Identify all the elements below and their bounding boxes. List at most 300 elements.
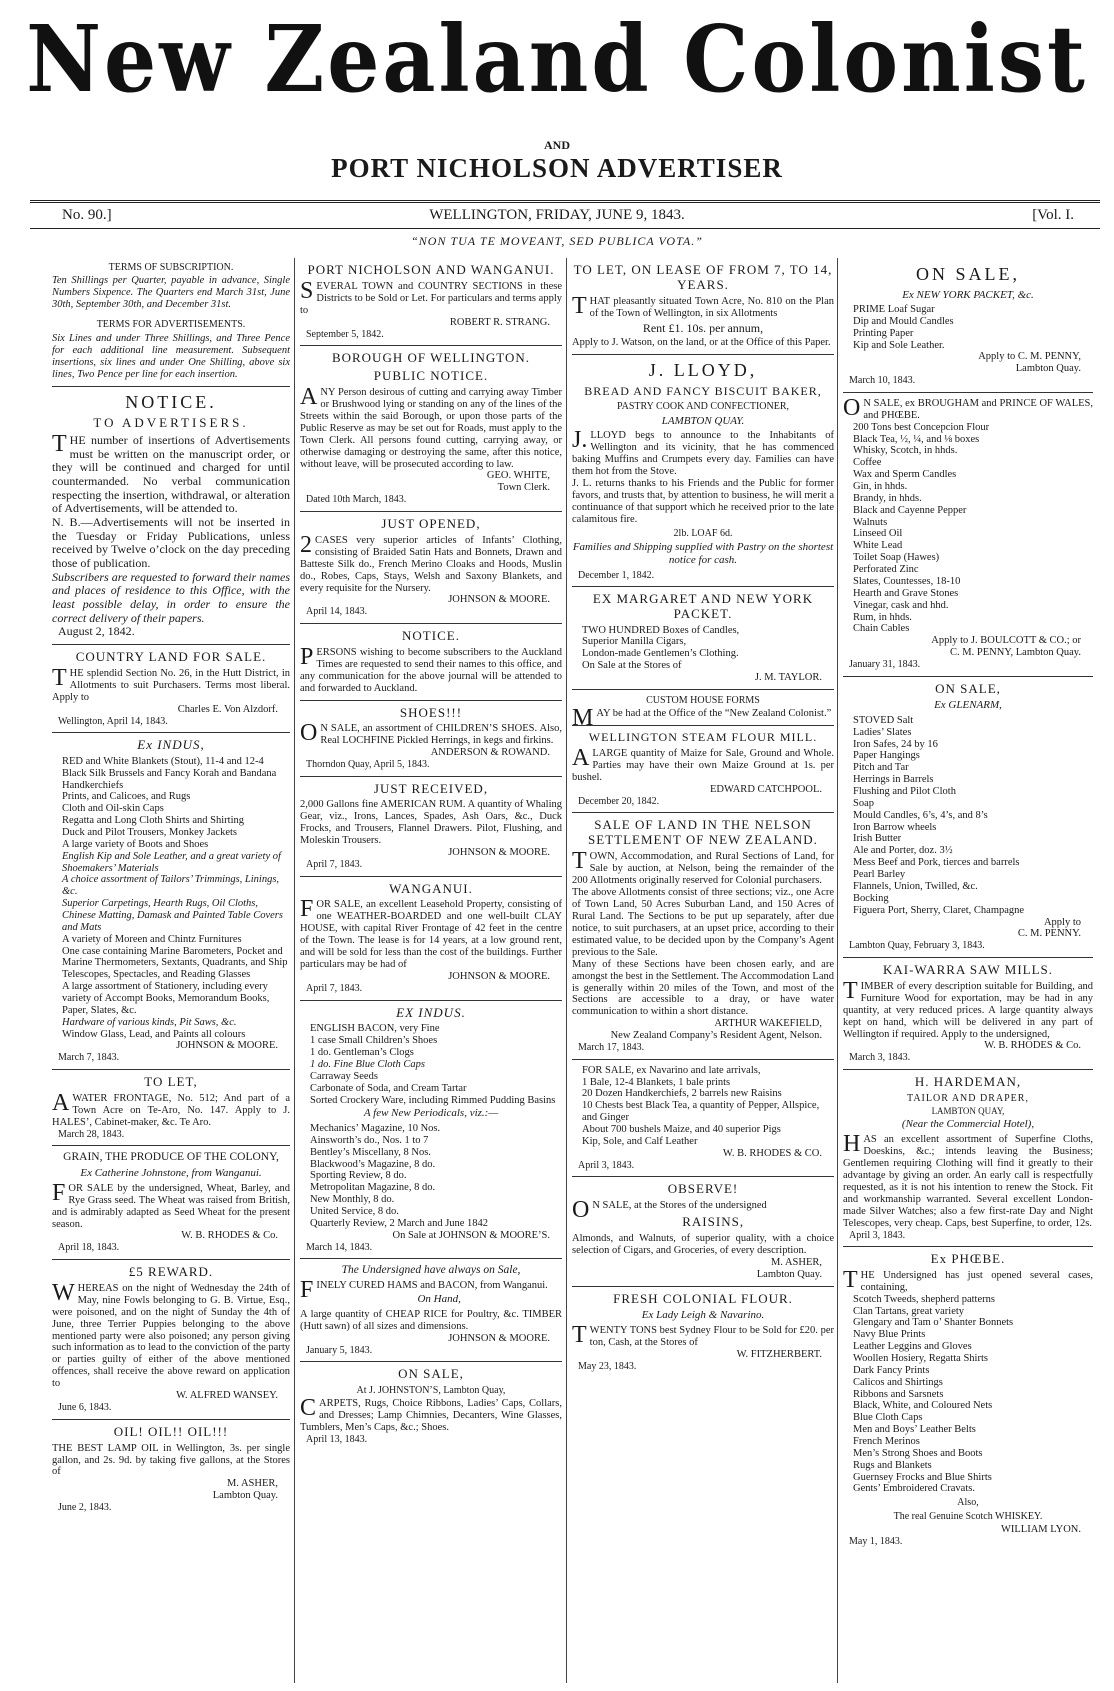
list-item: Hearth and Grave Stones	[853, 587, 959, 599]
lease-ad	[572, 263, 834, 355]
ad-subheading: LAMBTON QUAY,	[931, 1106, 1005, 1117]
list-item: Coffee	[853, 457, 882, 469]
ad-signature: ARTHUR WAKEFIELD,	[714, 1018, 822, 1030]
ad-signature: Apply to J. BOULCOTT & CO.; or	[931, 635, 1081, 647]
item-list	[300, 1123, 562, 1230]
ad-body: Apply to J. Watson, on the land, or at the Office of this Paper.	[572, 337, 831, 349]
ad-subheading: LAMBTON QUAY.	[661, 414, 745, 427]
ad-body: Six Lines and under Three Shillings, and Three Pence for each additional line measurement. Subsequent insertions, six lines and under One Shilling, above six lines, Two Pence per line for each insertion.	[52, 332, 290, 380]
list-item: Navy Blue Prints	[853, 1329, 926, 1341]
ad-signature: JOHNSON & MOORE.	[176, 1040, 278, 1052]
list-item: Vinegar, cask and hhd.	[853, 599, 949, 611]
list-item: Walnuts	[853, 516, 888, 528]
column-3	[572, 260, 834, 1685]
fresh-flour-ad	[572, 1292, 834, 1378]
list-item: Scotch Tweeds, shepherd patterns	[853, 1293, 995, 1305]
list-item: Ladies’ Slates	[853, 726, 912, 738]
ad-note: Families and Shipping supplied with Pastry on the shortest notice for cash.	[572, 541, 834, 566]
ad-signature: ANDERSON & ROWAND.	[430, 747, 550, 759]
ad-date: June 6, 1843.	[58, 1402, 112, 1414]
list-item: Rum, in hhds.	[853, 611, 912, 623]
ad-signature: Lambton Quay.	[1015, 363, 1081, 375]
list-item: Herrings in Barrels	[853, 774, 934, 786]
ad-body: J.LLOYD begs to announce to the Inhabitants of Wellington and its vicinity, that he has commenced baking Muffins and Crumpets every day. Families can have them hot from the Stove.	[572, 427, 834, 478]
ad-date: April 3, 1843.	[849, 1229, 906, 1241]
list-item: Mess Beef and Pork, tierces and barrels	[853, 857, 1020, 869]
ad-heading: SHOES!!!	[399, 704, 463, 720]
nelson-land-ad	[572, 818, 834, 1060]
brougham-ad	[843, 394, 1093, 677]
ad-signature: JOHNSON & MOORE.	[448, 847, 550, 859]
ad-subheading: TAILOR AND DRAPER,	[907, 1092, 1029, 1104]
ad-heading: TERMS OF SUBSCRIPTION.	[108, 262, 234, 273]
terms-subscription	[52, 262, 290, 387]
ad-body: CARPETS, Rugs, Choice Ribbons, Ladies’ Caps, Collars, and Dresses; Lamp Chimnies, Decanters, Wine Glasses, Tumblers, Men’s Caps, &c.; Shoes.	[300, 1395, 562, 1434]
johnston-ad	[300, 1367, 562, 1451]
masthead-and: AND	[544, 138, 570, 152]
ad-date: March 7, 1843.	[58, 1052, 120, 1064]
list-item: 10 Chests best Black Tea, a quantity of Pepper, Allspice, and Ginger	[582, 1100, 820, 1124]
ad-body: SEVERAL TOWN and COUNTRY SECTIONS in these Districts to be Sold or Let. For particulars and terms apply to	[300, 277, 562, 316]
list-item: Men and Boys’ Leather Belts	[853, 1424, 976, 1436]
list-item: Duck and Pilot Trousers, Monkey Jackets	[62, 827, 237, 839]
ad-signature: JOHNSON & MOORE.	[448, 594, 550, 606]
list-item: London-made Gentlemen’s Clothing.	[582, 648, 739, 660]
ad-heading: H. HARDEMAN,	[914, 1073, 1022, 1089]
item-list	[300, 1023, 562, 1106]
ad-body: THE splendid Section No. 26, in the Hutt District, in Allotments to suit Purchasers. Terms most liberal. Apply to	[52, 664, 290, 703]
list-item: Brandy, in hhds.	[853, 492, 922, 504]
list-item: Clan Tartans, great variety	[853, 1305, 965, 1317]
list-item: Blackwood’s Magazine, 8 do.	[310, 1158, 436, 1170]
list-item: PRIME Loaf Sugar	[853, 304, 935, 316]
masthead	[0, 0, 1114, 255]
auckland-notice	[300, 629, 562, 701]
ad-body: Ten Shillings per Quarter, payable in advance, Single Numbers Sixpence. The Quarters end March 31st, June 30th, September 30th, and December 31st.	[52, 275, 290, 311]
ad-body: ANY Person desirous of cutting and carrying away Timber or Brushwood lying or standing on any of the lines of the Streets within the said Borough, or upon those parts of the Public Reserve as may be set out for Roads, must apply to the Town Clerk. All persons found cutting, carrying away, or otherwise damaging or destroying the same, after this notice, without leave, will be prosecuted according to law.	[300, 383, 562, 470]
ad-date: September 5, 1842.	[306, 328, 384, 340]
ad-body: A large quantity of CHEAP RICE for Poultry, &c. TIMBER (Hutt sawn) of all sizes and dimensions.	[300, 1308, 562, 1332]
list-item: Carbonate of Soda, and Cream Tartar	[310, 1082, 467, 1094]
ad-heading: TO LET, ON LEASE OF FROM 7, TO 14, YEARS.	[573, 262, 833, 292]
ad-date: April 18, 1843.	[58, 1242, 120, 1254]
list-item: Flushing and Pilot Cloth	[853, 786, 956, 798]
list-item: Sporting Review, 8 do.	[310, 1170, 407, 1182]
list-item: Mould Candles, 6’s, 4’s, and 8’s	[853, 809, 988, 821]
ad-signature: C. M. PENNY.	[1017, 928, 1081, 940]
port-nicholson-ad	[300, 263, 562, 346]
list-item: Blue Cloth Caps	[853, 1412, 923, 1424]
list-item: Perforated Zinc	[853, 564, 919, 576]
ad-heading: Ex PHŒBE.	[930, 1250, 1006, 1266]
ad-heading: JUST OPENED,	[381, 515, 481, 531]
ad-heading: ON SALE,	[916, 264, 1020, 284]
volume: [Vol. I.	[1032, 207, 1074, 223]
notice-advertisers	[52, 392, 290, 645]
list-item: Metropolitan Magazine, 8 do.	[310, 1182, 436, 1194]
list-item: Prints, and Calicoes, and Rugs	[62, 791, 191, 803]
list-item: Superior Manilla Cigars,	[582, 636, 687, 648]
ad-signature: Lambton Quay.	[756, 1268, 822, 1280]
list-item: 1 case Small Children’s Shoes	[310, 1035, 438, 1047]
list-item: Black and Cayenne Pepper	[853, 504, 967, 516]
list-item: Printing Paper	[853, 327, 914, 339]
ad-heading: PORT NICHOLSON AND WANGANUI.	[307, 262, 555, 277]
list-item: Gents’ Embroidered Cravats.	[853, 1483, 975, 1495]
ad-signature: Lambton Quay.	[212, 1490, 278, 1502]
list-item: Sorted Crockery Ware, including Rimmed Pudding Basins	[310, 1094, 556, 1106]
ad-body: AWATER FRONTAGE, No. 512; And part of a Town Acre on Te-Aro, No. 147. Apply to J. HALES’, Cabinet-maker, &c. Te Aro.	[52, 1089, 290, 1128]
ad-signature: Charles E. Von Alzdorf.	[177, 703, 278, 715]
ad-date: August 2, 1842.	[58, 624, 135, 639]
ad-heading: £5 REWARD.	[128, 1263, 214, 1279]
ad-date: March 14, 1843.	[306, 1241, 373, 1253]
ad-heading: ON SALE,	[935, 680, 1001, 696]
list-item: Pitch and Tar	[853, 762, 909, 774]
list-item: Black Silk Brussels and Fancy Korah and Bandana Handkerchiefs	[62, 767, 277, 791]
ad-signature: JOHNSON & MOORE.	[448, 971, 550, 983]
list-item: Whisky, Scotch, in hhds.	[853, 445, 958, 457]
list-item: About 700 bushels Maize, and 40 superior Pigs	[582, 1124, 781, 1136]
wanganui-ad	[300, 882, 562, 1001]
ad-date: January 5, 1843.	[306, 1344, 373, 1356]
ad-body: WHEREAS on the night of Wednesday the 24th of May, nine Fowls belonging to G. B. Virtue, Esq., were poisoned, and on the night of Sunday the 4th of June, three Terrier Puppies belonging to the above mentioned party were also poisoned; any person giving such information as to lead to the conviction of the party or parties guilty of either of the above mentioned offences, shall receive the above reward on application to	[52, 1279, 290, 1390]
column-4	[843, 260, 1093, 1685]
dateline: WELLINGTON, FRIDAY, JUNE 9, 1843.	[429, 207, 685, 223]
list-item: Black Tea, ½, ¼, and ⅛ boxes	[853, 433, 980, 445]
ad-body: THE Undersigned has just opened several cases, containing,	[843, 1266, 1093, 1293]
ad-heading: NOTICE.	[402, 627, 460, 643]
navarino-ad	[572, 1065, 834, 1177]
ad-signature: JOHNSON & MOORE.	[448, 1332, 550, 1344]
list-item: Dark Fancy Prints	[853, 1364, 930, 1376]
list-item: Woollen Hosiery, Regatta Shirts	[853, 1353, 988, 1365]
ad-heading: Ex INDUS,	[137, 737, 205, 753]
issue-number: No. 90.]	[62, 207, 112, 223]
ad-subheading: BREAD AND FANCY BISCUIT BAKER,	[584, 383, 822, 398]
list-item: Irish Butter	[853, 833, 902, 845]
list-item: 20 Dozen Handkerchiefs, 2 barrels new Raisins	[582, 1088, 782, 1100]
phoebe-ad	[843, 1252, 1093, 1553]
ad-date: April 14, 1843.	[306, 606, 368, 618]
ad-subheading: TO ADVERTISERS.	[93, 415, 249, 431]
ad-signature: WILLIAM LYON.	[1000, 1524, 1081, 1536]
list-item: Toilet Soap (Hawes)	[853, 552, 940, 564]
oil-ad	[52, 1425, 290, 1519]
ad-heading: SALE OF LAND IN THE NELSON SETTLEMENT OF NEW ZEALAND.	[588, 817, 818, 848]
ad-signature: ROBERT R. STRANG.	[449, 316, 550, 328]
list-item: Superior Carpetings, Hearth Rugs, Oil Cloths, Chinese Matting, Damask and Painted Table Covers and Mats	[62, 898, 283, 933]
list-item: A choice assortment of Tailors’ Trimmings, Linings, &c.	[62, 874, 280, 898]
ad-body: TIMBER of every description suitable for Building, and Furniture Wood for exportation, may be had in any quantity, at very reduced prices. A large quantity always kept on hand, which will be delivered in any part of Wellington if required. Apply to the undersigned,	[843, 977, 1093, 1040]
ad-signature: M. ASHER,	[226, 1478, 278, 1490]
column-1	[52, 260, 290, 1685]
ad-subheading: Ex Catherine Johnstone, from Wanganui.	[80, 1167, 262, 1180]
ad-body: 2,000 Gallons fine AMERICAN RUM. A quantity of Whaling Gear, viz., Irons, Lances, Spades, Ash Oars, &c., Duck Frocks, and Trousers, Flannel Drawers. Pilot, Flushing, and Moleskin Trousers.	[300, 799, 562, 847]
list-item: United Service, 8 do.	[310, 1206, 399, 1218]
ad-date: March 17, 1843.	[578, 1042, 645, 1054]
list-item: RED and White Blankets (Stout), 11-4 and 12-4	[62, 755, 264, 767]
ad-body: HAS an excellent assortment of Superfine Cloths, Doeskins, &c.; intends leaving the Business; Gentlemen requiring Clothing will find it greatly to their advantage by giving an order. An early call is respectfully requested, as it is not his intention to renew the Stock. Fit and workmanship warranted. Several excellent London-made Silver Watches; also a few first-rate Day and Night Telescopes, very cheap. Caps, best Superfine, to order, 12s.	[843, 1130, 1093, 1229]
ad-body: THE number of insertions of Advertisements must be written on the manuscript order, or they will be continued and charged for until countermanded. No verbal communication respecting the insertion, withdrawal, or alteration of Advertisements, will be attended to.	[52, 430, 290, 516]
ad-also: Also,	[957, 1497, 979, 1509]
ad-signature: GEO. WHITE,	[486, 470, 550, 482]
ad-subheading: (Near the Commercial Hotel),	[901, 1118, 1035, 1131]
column-rule	[294, 258, 295, 1683]
ad-signature: Apply to C. M. PENNY,	[978, 351, 1081, 363]
list-item: French Merinos	[853, 1436, 920, 1448]
ad-subheading: RAISINS,	[682, 1213, 745, 1229]
item-list	[572, 1065, 834, 1148]
margaret-ad	[572, 592, 834, 690]
ad-heading: NOTICE.	[125, 391, 217, 412]
ad-date: March 10, 1843.	[849, 375, 916, 387]
list-item: Chain Cables	[853, 623, 910, 635]
ad-body: FINELY CURED HAMS and BACON, from Wanganui.	[300, 1277, 548, 1304]
list-item: Flannels, Union, Twilled, &c.	[853, 880, 978, 892]
ad-body: 2CASES very superior articles of Infants’ Clothing, consisting of Braided Satin Hats and Bonnets, Drawn and Batteste Silk do., French Merino Cloaks and Hoods, Muslin do., Robes, Caps, Stays, Welsh and Saxony Blankets, and every requisite for the Nursery.	[300, 531, 562, 594]
customs-ad	[572, 694, 834, 732]
ad-heading: OIL! OIL!! OIL!!!	[113, 1423, 229, 1439]
list-item: FOR SALE, ex Navarino and late arrivals,	[582, 1064, 761, 1076]
ad-signature: C. M. PENNY, Lambton Quay.	[950, 647, 1081, 659]
ad-signature: Apply to	[1043, 916, 1081, 928]
ad-heading: BOROUGH OF WELLINGTON.	[331, 350, 531, 366]
column-2	[300, 260, 562, 1685]
ad-body: TOWN, Accommodation, and Rural Sections of Land, for Sale by auction, at Nelson, being the remainder of the 200 Allotments originally reserved for Colonial purchasers.	[572, 847, 834, 886]
ad-date: December 1, 1842.	[578, 569, 655, 581]
list-item: Dip and Mould Candles	[853, 315, 954, 327]
just-received-ad	[300, 782, 562, 877]
list-item: Leather Leggins and Gloves	[853, 1341, 972, 1353]
ad-heading: TERMS FOR ADVERTISEMENTS.	[96, 319, 246, 331]
list-item: Ribbons and Sarsnets	[853, 1388, 944, 1400]
hardeman-ad	[843, 1075, 1093, 1247]
list-item: Iron Safes, 24 by 16	[853, 738, 938, 750]
hams-ad	[300, 1264, 562, 1362]
ad-subheading: Ex NEW YORK PACKET, &c.	[902, 288, 1034, 301]
item-list	[572, 625, 834, 672]
ad-heading: The Undersigned have always on Sale,	[341, 1264, 521, 1277]
list-item: ENGLISH BACON, very Fine	[310, 1023, 440, 1035]
list-item: Bentley’s Miscellany, 8 Nos.	[310, 1146, 431, 1158]
ad-heading: JUST RECEIVED,	[373, 780, 489, 796]
ad-subheading: PASTRY COOK AND CONFECTIONER,	[616, 401, 790, 413]
ad-heading: CUSTOM HOUSE FORMS	[646, 694, 760, 706]
list-item: Black, White, and Coloured Nets	[853, 1400, 993, 1412]
list-item: 1 do. Gentleman’s Clogs	[310, 1047, 414, 1059]
kaiwarra-ad	[843, 963, 1093, 1070]
column-rule	[566, 258, 567, 1683]
newspaper-title: New Zealand Colonist	[26, 6, 1088, 114]
list-item: New Monthly, 8 do.	[310, 1194, 395, 1206]
ad-heading: FRESH COLONIAL FLOUR.	[613, 1290, 793, 1306]
list-item: White Lead	[853, 540, 903, 552]
ad-heading: WANGANUI.	[389, 880, 473, 896]
list-item: Figuera Port, Sherry, Claret, Champagne	[853, 904, 1025, 916]
ad-signature: W. ALFRED WANSEY.	[176, 1390, 278, 1402]
item-list	[843, 304, 1093, 351]
list-item: TWO HUNDRED Boxes of Candles,	[582, 624, 740, 636]
ad-date: Wellington, April 14, 1843.	[58, 715, 168, 727]
newspaper-subtitle: PORT NICHOLSON ADVERTISER	[331, 153, 783, 183]
ad-date: March 3, 1843.	[849, 1052, 911, 1064]
ad-signature: On Sale at JOHNSON & MOORE’S.	[392, 1229, 550, 1241]
list-item: A large assortment of Stationery, including every variety of Accompt Books, Memorandum Books, Paper, Slates, &c.	[62, 981, 270, 1016]
list-item: Cloth and Oil-skin Caps	[62, 803, 164, 815]
list-item: One case containing Marine Barometers, Pocket and Marine Thermometers, Sextants, Quadrants, and Ship Telescopes, Spectacles, and Reading Glasses	[62, 945, 288, 981]
reward-ad	[52, 1265, 290, 1420]
to-let-ad	[52, 1075, 290, 1146]
ex-indus-2-ad	[300, 1006, 562, 1259]
ad-rent: Rent £1. 10s. per annum,	[642, 320, 764, 335]
item-list	[843, 715, 1093, 917]
column-rule	[837, 258, 838, 1683]
ad-body: ALARGE quantity of Maize for Sale, Ground and Whole. Parties may have their own Maize Ground at 1s. per bushel.	[572, 744, 834, 783]
list-item: Soap	[853, 797, 874, 809]
ad-subheading: At J. JOHNSTON’S, Lambton Quay,	[356, 1384, 506, 1396]
ad-date: April 13, 1843.	[306, 1434, 368, 1446]
ad-body: Almonds, and Walnuts, of superior quality, with a choice selection of Cigars, and Groceries, of every description.	[572, 1232, 834, 1256]
list-item: Ainsworth’s do., Nos. 1 to 7	[310, 1134, 429, 1146]
ad-signature: W. FITZHERBERT.	[736, 1348, 822, 1360]
dateline-rule	[30, 228, 1100, 229]
ad-body: FOR SALE by the undersigned, Wheat, Barley, and Rye Grass seed. The Wheat was raised from British, and is admirably adapted as Seed Wheat for the present season.	[52, 1179, 290, 1230]
ad-heading: TO LET,	[144, 1073, 198, 1089]
masthead-rule	[30, 200, 1100, 203]
ad-heading: WELLINGTON STEAM FLOUR MILL.	[588, 730, 818, 745]
ad-heading: GRAIN, THE PRODUCE OF THE COLONY,	[63, 1150, 279, 1163]
ad-body: MAY be had at the Office of the “New Zealand Colonist.”	[572, 705, 832, 732]
ad-body: TWENTY TONS best Sydney Flour to be Sold for £20. per ton, Cash, at the Stores of	[572, 1321, 834, 1348]
lloyd-ad	[572, 360, 834, 587]
ad-heading: OBSERVE!	[667, 1181, 739, 1197]
glenarm-ad	[843, 682, 1093, 958]
ad-signature: EDWARD CATCHPOOL.	[709, 783, 822, 795]
list-item: Regatta and Long Cloth Shirts and Shirting	[62, 815, 244, 827]
ad-body: N. B.—Advertisements will not be inserted in the Tuesday or Friday Publications, unless received by Twelve o’clock on the day preceding those of publication.	[52, 514, 290, 570]
grain-ad	[52, 1151, 290, 1260]
ad-body: ON SALE, an assortment of CHILDREN’S SHOES. Also, Real LOCHFINE Pickled Herrings, in kegs and firkins.	[300, 720, 562, 747]
list-item: Hardware of various kinds, Pit Saws, &c.	[62, 1016, 237, 1028]
ad-body: THAT pleasantly situated Town Acre, No. 810 on the Plan of the Town of Wellington, in six Allotments	[572, 292, 834, 319]
observe-ad	[572, 1182, 834, 1286]
ad-signature: W. B. RHODES & CO.	[722, 1147, 822, 1159]
ad-signature: New Zealand Company’s Resident Agent, Nelson.	[610, 1030, 822, 1042]
ad-signature: Town Clerk.	[497, 482, 550, 494]
list-item: Rugs and Blankets	[853, 1459, 932, 1471]
ad-heading: KAI-WARRA SAW MILLS.	[882, 961, 1054, 977]
list-item: English Kip and Sole Leather, and a great variety of Shoemakers’ Materials	[62, 850, 281, 874]
list-item: Mechanics’ Magazine, 10 Nos.	[310, 1123, 441, 1135]
list-item: Gin, in hhds.	[853, 481, 908, 493]
ad-heading: J. LLOYD,	[648, 360, 758, 381]
list-item: 200 Tons best Concepcion Flour	[853, 421, 990, 433]
ad-date: December 20, 1842.	[578, 795, 660, 807]
country-land-ad	[52, 650, 290, 733]
list-item: Paper Hangings	[853, 750, 920, 762]
list-item: Kip, Sole, and Calf Leather	[582, 1135, 698, 1147]
ad-date: Thorndon Quay, April 5, 1843.	[306, 759, 430, 771]
ad-heading: EX INDUS.	[396, 1004, 466, 1020]
list-item: Slates, Countesses, 18-10	[853, 575, 961, 587]
ad-date: Dated 10th March, 1843.	[306, 494, 407, 506]
list-item: 1 do. Fine Blue Cloth Caps	[310, 1059, 425, 1071]
ad-body: The above Allotments consist of three sections; viz., one Acre of Town Land, 50 Acres Suburban Land, and 150 Acres of Rural Land. The Sections to be put up separately, after due notice, to suit purchasers, at an upset price, according to their estimated value, to be decided upon by the Company’s Agent previous to the Sale.	[572, 886, 834, 958]
list-item: Ale and Porter, doz. 3½	[853, 845, 953, 857]
ad-body: FOR SALE, an excellent Leasehold Property, consisting of one WEATHER-BOARDED and one well-built CLAY HOUSE, with capital River Frontage of 42 feet in the centre of the Town. The lease is for 14 years, at a low ground rent, and will be sold for less than the cost of the buildings. Further particulars may be had of	[300, 896, 562, 971]
list-item: A variety of Moreen and Chintz Furnitures	[62, 933, 242, 945]
ad-date: April 7, 1843.	[306, 859, 363, 871]
list-item: Quarterly Review, 2 March and June 1842	[310, 1217, 489, 1229]
ad-subheading: Ex GLENARM,	[934, 699, 1002, 712]
flour-mill-ad	[572, 731, 834, 813]
ex-indus-ad	[52, 738, 290, 1070]
list-item: On Sale at the Stores of	[582, 660, 682, 672]
item-list	[52, 756, 290, 1041]
ad-date: January 31, 1843.	[849, 659, 921, 671]
new-york-packet-ad	[843, 264, 1093, 393]
ad-date: March 28, 1843.	[58, 1128, 125, 1140]
ad-body: J. L. returns thanks to his Friends and the Public for former favors, and trusts that, by attention to business, he will merit a continuance of that support which he received prior to the late calamitous fire.	[572, 478, 834, 526]
ad-date: May 23, 1843.	[578, 1360, 637, 1372]
ad-date: June 2, 1843.	[58, 1502, 112, 1514]
ad-heading: EX MARGARET AND NEW YORK PACKET.	[592, 590, 814, 621]
list-item: Wax and Sperm Candles	[853, 469, 957, 481]
ad-subheading: A few New Periodicals, viz.:—	[363, 1107, 499, 1120]
list-item: 1 Bale, 12-4 Blankets, 1 bale prints	[582, 1076, 731, 1088]
ad-subheading: Ex Lady Leigh & Navarino.	[641, 1309, 765, 1322]
list-item: Window Glass, Lead, and Paints all colours	[62, 1028, 246, 1040]
item-list	[843, 422, 1093, 635]
list-item: A large variety of Boots and Shoes	[62, 838, 209, 850]
list-item: Iron Barrow wheels	[853, 821, 937, 833]
ad-signature: M. ASHER,	[770, 1256, 822, 1268]
ad-date: April 7, 1843.	[306, 983, 363, 995]
list-item: Linseed Oil	[853, 528, 903, 540]
list-item: Calicos and Shirtings	[853, 1376, 943, 1388]
list-item: Glengary and Tam o’ Shanter Bonnets	[853, 1317, 1014, 1329]
list-item: Guernsey Frocks and Blue Shirts	[853, 1471, 992, 1483]
ad-body: PERSONS wishing to become subscribers to the Auckland Times are requested to send their names to this office, and any communication for the above journal will be attended to and forwarded to Auckland.	[300, 643, 562, 694]
list-item: STOVED Salt	[853, 714, 914, 726]
just-opened-ad	[300, 517, 562, 624]
ad-body: THE BEST LAMP OIL in Wellington, 3s. per single gallon, and 2s. 9d. by taking five gallons, at the Stores of	[52, 1442, 290, 1478]
ad-signature: J. M. TAYLOR.	[754, 671, 822, 683]
ad-subheading: On Hand,	[417, 1293, 461, 1306]
ad-heading: COUNTRY LAND FOR SALE.	[75, 648, 267, 664]
list-item: Carraway Seeds	[310, 1070, 378, 1082]
ad-body: ON SALE, ex BROUGHAM and PRINCE OF WALES, and PHŒBE.	[843, 394, 1093, 421]
item-list	[843, 1294, 1093, 1496]
motto: “NON TUA TE MOVEANT, SED PUBLICA VOTA.”	[411, 234, 703, 248]
ad-date: April 3, 1843.	[578, 1159, 635, 1171]
borough-notice	[300, 351, 562, 512]
list-item: Men’s Strong Shoes and Boots	[853, 1447, 983, 1459]
ad-subheading: PUBLIC NOTICE.	[373, 367, 489, 383]
ad-body: ON SALE, at the Stores of the undersigned	[572, 1196, 767, 1223]
ad-also-item: The real Genuine Scotch WHISKEY.	[893, 1510, 1043, 1522]
ad-body: Subscribers are requested to forward their names and places of residence to this Office, with the least possible delay, in order to ensure the correct delivery of their papers.	[52, 569, 290, 625]
list-item: Bocking	[853, 892, 889, 904]
list-item: Kip and Sole Leather.	[853, 339, 945, 351]
list-item: Pearl Barley	[853, 869, 906, 881]
ad-signature: W. B. RHODES & Co.	[984, 1040, 1081, 1052]
ad-signature: W. B. RHODES & Co.	[181, 1230, 278, 1242]
ad-price: 2lb. LOAF 6d.	[673, 528, 733, 540]
ad-date: May 1, 1843.	[849, 1536, 903, 1548]
ad-date: Lambton Quay, February 3, 1843.	[849, 940, 985, 952]
